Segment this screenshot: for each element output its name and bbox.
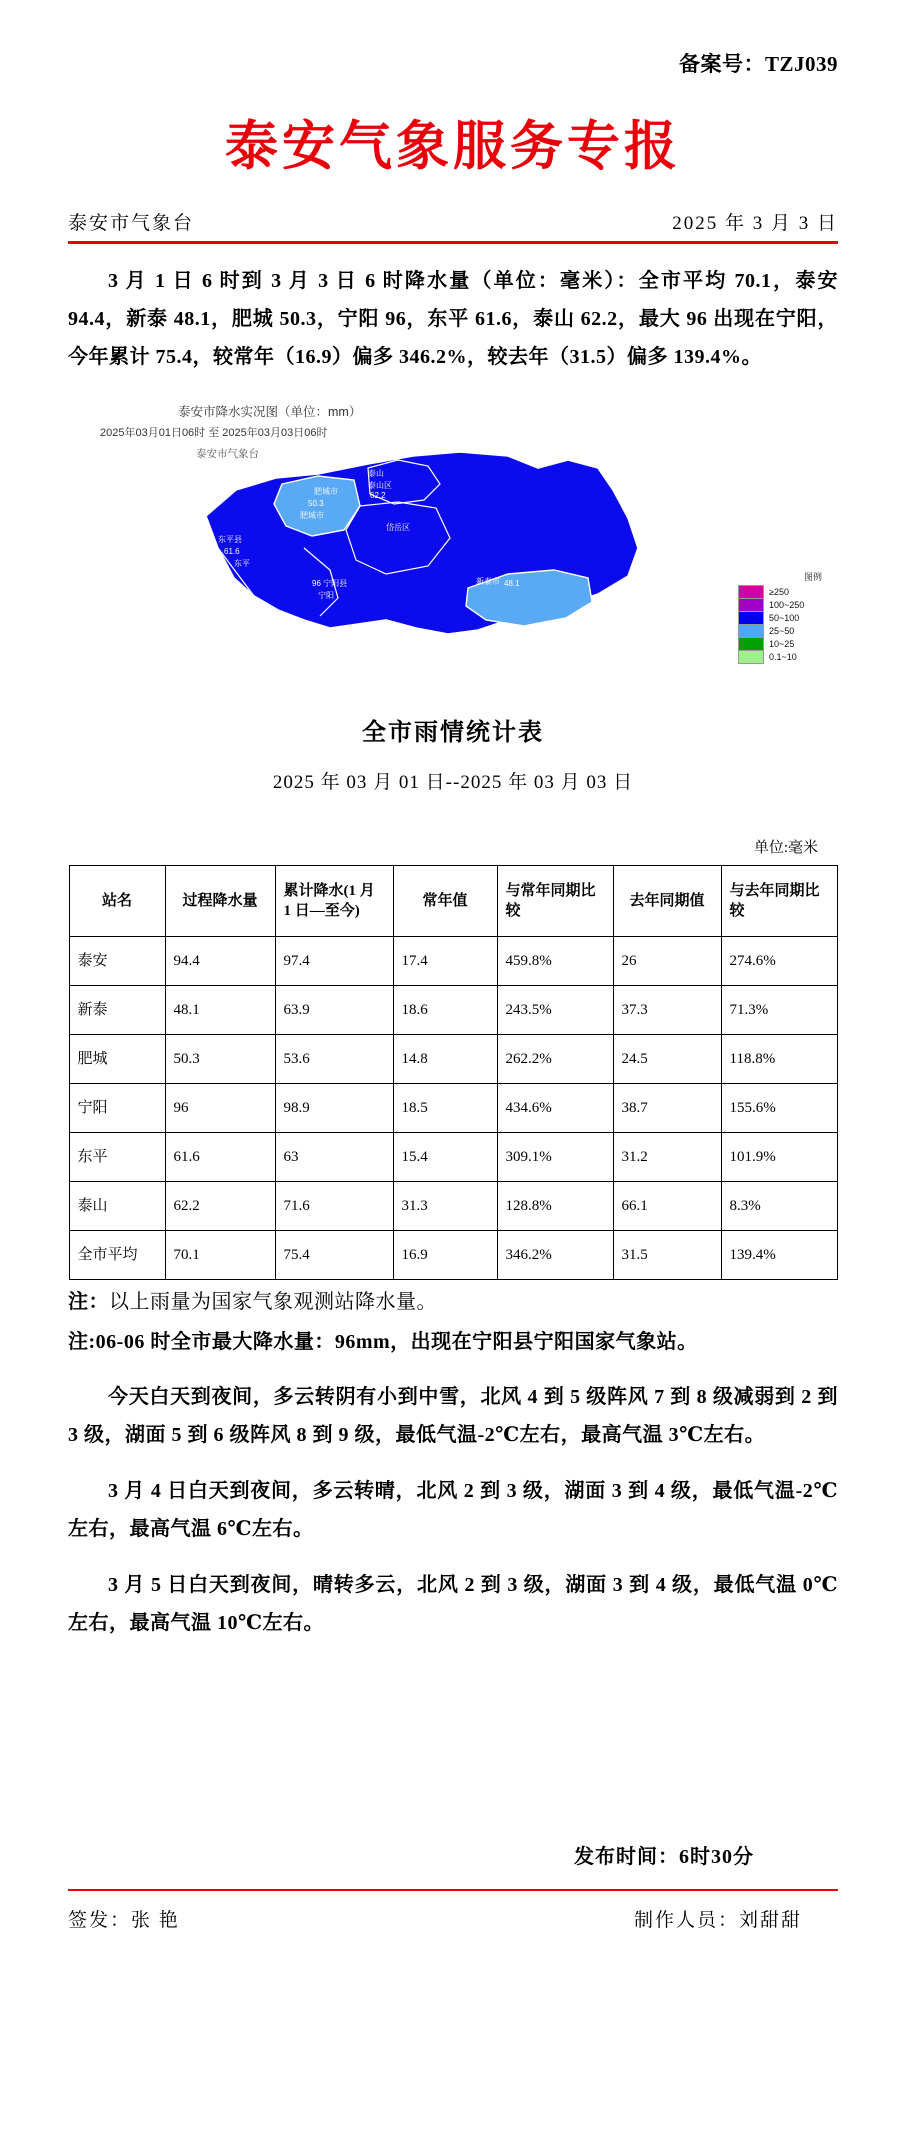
table-title: 全市雨情统计表 [362,720,544,746]
issuer-name: 泰安市气象台 [68,213,195,234]
svg-text:62.2: 62.2 [370,491,386,500]
legend-label: 25~50 [769,625,795,636]
note-one-text: 以上雨量为国家气象观测站降水量。 [109,1291,437,1313]
cell-accum-rain: 97.4 [275,937,393,986]
cell-lastyear: 24.5 [613,1035,721,1084]
column-header: 与去年同期比较 [721,866,837,937]
legend-item [738,624,824,637]
column-header: 常年值 [393,866,497,937]
footer-divider [68,1889,838,1891]
legend-item [738,637,824,650]
table-row [69,1231,837,1280]
forecast-day3: 3 月 5 日白天到夜间，晴转多云，北风 2 到 3 级，湖面 3 到 4 级，最低气温 0℃左右，最高气温 10℃左右。 [68,1574,838,1634]
cell-normal: 18.5 [393,1084,497,1133]
cell-lastyear: 31.5 [613,1231,721,1280]
column-header: 与常年同期比较 [497,866,613,937]
cell-accum-rain: 98.9 [275,1084,393,1133]
cell-process-rain: 62.2 [165,1182,275,1231]
cell-lastyear: 37.3 [613,986,721,1035]
cell-normal: 18.6 [393,986,497,1035]
forecast-today: 今天白天到夜间，多云转阴有小到中雪，北风 4 到 5 级阵风 7 到 8 级减弱到 2 到 3 级，湖面 5 到 6 级阵风 8 到 9 级，最低气温-2℃左右，最高气温 3℃左右。 [68,1386,838,1446]
svg-text:肥城市: 肥城市 [300,511,324,520]
cell-lastyear: 38.7 [613,1084,721,1133]
issue-date: 2025 年 3 月 3 日 [672,213,838,234]
cell-vs-lastyear: 71.3% [721,986,837,1035]
cell-normal: 16.9 [393,1231,497,1280]
page-title: 泰安气象服务专报 [225,115,681,177]
table-row [69,1133,837,1182]
cell-vs-lastyear: 139.4% [721,1231,837,1280]
table-date-range: 2025 年 03 月 01 日--2025 年 03 月 03 日 [272,772,634,793]
cell-process-rain: 48.1 [165,986,275,1035]
forecast-day2: 3 月 4 日白天到夜间，多云转晴，北风 2 到 3 级，湖面 3 到 4 级，最低气温-2℃左右，最高气温 6℃左右。 [68,1480,838,1540]
cell-accum-rain: 53.6 [275,1035,393,1084]
map-subcaption: 2025年03月01日06时 至 2025年03月03日06时 [100,427,328,439]
legend-label: 10~25 [769,638,795,649]
table-row [69,986,837,1035]
legend-item [738,611,824,624]
column-header: 去年同期值 [613,866,721,937]
byline [68,208,838,235]
svg-text:泰山: 泰山 [368,469,384,478]
legend-swatch [738,650,764,664]
cell-vs-lastyear: 274.6% [721,937,837,986]
legend-label: ≥250 [769,586,789,597]
cell-vs-normal: 434.6% [497,1084,613,1133]
cell-vs-normal: 128.8% [497,1182,613,1231]
cell-accum-rain: 71.6 [275,1182,393,1231]
footer-row [68,1905,838,1962]
cell-station: 东平 [69,1133,165,1182]
cell-vs-normal: 243.5% [497,986,613,1035]
intro-paragraph: 3 月 1 日 6 时到 3 月 3 日 6 时降水量（单位：毫米）：全市平均 70.1，泰安 94.4，新泰 48.1，肥城 50.3，宁阳 96，东平 61.6，泰山 62.2，最大 96 出现在宁阳，今年累计 75.4，较常年（16.9）偏多 346.2%，较去年（31.5）偏多 139.4%。 [68,270,838,368]
legend-item [738,585,824,598]
rain-statistics-table [69,865,838,1280]
table-unit: 单位:毫米 [753,840,818,856]
table-row [69,1035,837,1084]
table-row [69,1084,837,1133]
column-header: 站名 [69,866,165,937]
cell-accum-rain: 63.9 [275,986,393,1035]
legend-label: 50~100 [769,612,800,623]
svg-text:48.1: 48.1 [504,579,520,588]
legend-label: 100~250 [769,599,805,610]
cell-lastyear: 26 [613,937,721,986]
svg-text:东平: 东平 [234,559,250,568]
note-one-label: 注： [68,1291,109,1313]
svg-text:61.6: 61.6 [224,547,240,556]
signer: 签发：张 艳 [68,1910,180,1931]
svg-text:泰山区: 泰山区 [368,481,392,490]
map-caption: 泰安市降水实况图（单位：mm） [178,405,362,419]
svg-text:肥城市: 肥城市 [314,487,338,496]
cell-vs-lastyear: 101.9% [721,1133,837,1182]
svg-text:东平县: 东平县 [218,535,242,544]
cell-process-rain: 96 [165,1084,275,1133]
svg-text:96 宁阳县: 96 宁阳县 [312,579,348,588]
release-time: 发布时间：6时30分 [574,1846,754,1868]
cell-process-rain: 50.3 [165,1035,275,1084]
cell-vs-normal: 459.8% [497,937,613,986]
cell-lastyear: 31.2 [613,1133,721,1182]
legend-swatch [738,598,764,612]
cell-normal: 14.8 [393,1035,497,1084]
note-two: 注:06-06 时全市最大降水量：96mm，出现在宁阳县宁阳国家气象站。 [68,1331,698,1353]
svg-text:50.3: 50.3 [308,499,324,508]
layout-spacer [68,1642,838,1762]
legend-label: 0.1~10 [769,651,797,662]
producer: 制作人员：刘甜甜 [633,1910,802,1931]
legend-swatch [738,611,764,625]
legend-swatch [738,585,764,599]
cell-station: 全市平均 [69,1231,165,1280]
cell-process-rain: 61.6 [165,1133,275,1182]
cell-normal: 31.3 [393,1182,497,1231]
svg-text:岱岳区: 岱岳区 [386,523,410,532]
table-row [69,937,837,986]
legend-swatch [738,624,764,638]
cell-vs-normal: 262.2% [497,1035,613,1084]
cell-process-rain: 70.1 [165,1231,275,1280]
cell-lastyear: 66.1 [613,1182,721,1231]
cell-station: 宁阳 [69,1084,165,1133]
table-header-row [69,866,837,937]
cell-process-rain: 94.4 [165,937,275,986]
cell-vs-normal: 346.2% [497,1231,613,1280]
record-number: 备案号：TZJ039 [678,52,838,76]
legend-item [738,650,824,663]
cell-normal: 17.4 [393,937,497,986]
svg-text:宁阳: 宁阳 [318,591,334,600]
header-divider [68,241,838,244]
legend-title: 图例 [803,572,822,582]
cell-station: 新泰 [69,986,165,1035]
cell-vs-lastyear: 8.3% [721,1182,837,1231]
column-header: 过程降水量 [165,866,275,937]
precipitation-map [68,398,838,698]
legend-swatch [738,637,764,651]
map-graphic [68,398,838,698]
note-one [68,1284,838,1320]
column-header: 累计降水(1 月 1 日—至今) [275,866,393,937]
cell-station: 泰山 [69,1182,165,1231]
cell-station: 泰安 [69,937,165,986]
cell-station: 肥城 [69,1035,165,1084]
map-organization: 泰安市气象台 [196,448,259,460]
legend-item [738,598,824,611]
table-row [69,1182,837,1231]
cell-vs-normal: 309.1% [497,1133,613,1182]
cell-vs-lastyear: 118.8% [721,1035,837,1084]
map-legend [738,570,824,663]
svg-text:新泰市: 新泰市 [476,577,500,586]
cell-normal: 15.4 [393,1133,497,1182]
cell-accum-rain: 63 [275,1133,393,1182]
cell-accum-rain: 75.4 [275,1231,393,1280]
cell-vs-lastyear: 155.6% [721,1084,837,1133]
